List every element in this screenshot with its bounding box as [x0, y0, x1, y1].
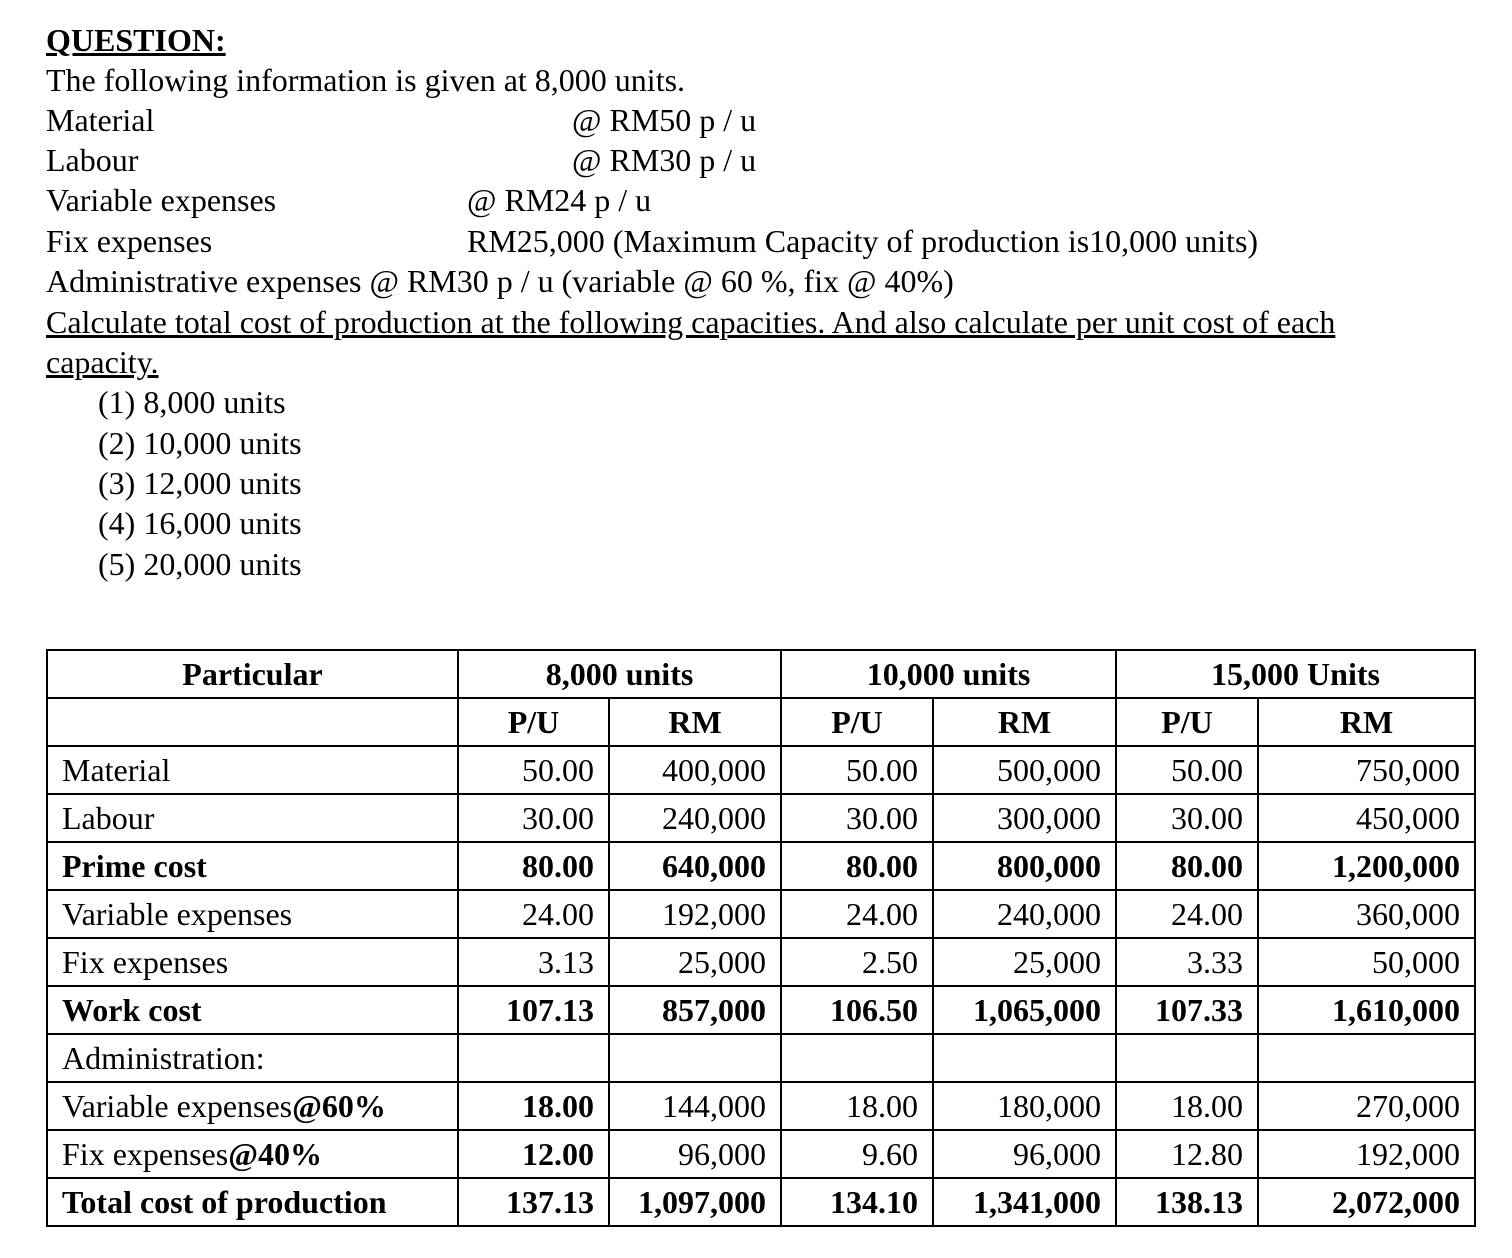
cell-value	[458, 1034, 609, 1082]
cell-value: 96,000	[933, 1130, 1116, 1178]
fix-expenses-value: RM25,000 (Maximum Capacity of production is10,000 units)	[467, 223, 1259, 259]
labour-rate: @ RM30 p / u	[572, 142, 757, 178]
table-row-labour	[47, 794, 1475, 842]
cell-value: 30.00	[458, 794, 609, 842]
cell-value: 1,610,000	[1258, 986, 1475, 1034]
cell-value: 107.13	[458, 986, 609, 1034]
capacity-item: (1) 8,000 units	[98, 384, 286, 420]
table-row-variable-expenses	[47, 890, 1475, 938]
capacity-item: (2) 10,000 units	[98, 425, 302, 461]
group-header-15000: 15,000 Units	[1116, 650, 1475, 698]
cell-value: 24.00	[458, 890, 609, 938]
cell-value	[1116, 1034, 1258, 1082]
row-label-text: Variable expenses	[62, 1087, 293, 1124]
cell-value: 400,000	[609, 746, 781, 794]
cell-value: 18.00	[458, 1082, 609, 1130]
cell-value: 3.13	[458, 938, 609, 986]
group-header-8000: 8,000 units	[458, 650, 781, 698]
cell-value: 192,000	[1258, 1130, 1475, 1178]
cell-value: 137.13	[458, 1178, 609, 1226]
cell-value	[781, 1034, 933, 1082]
row-label	[47, 1082, 458, 1130]
row-label: Variable expenses	[47, 890, 458, 938]
cell-value: 138.13	[1116, 1178, 1258, 1226]
row-label-text: Fix expenses	[62, 1135, 229, 1172]
variable-expenses-rate: @ RM24 p / u	[467, 182, 652, 218]
labour-label: Labour	[46, 142, 139, 178]
subheader-rm: RM	[609, 698, 781, 746]
cell-value: 240,000	[609, 794, 781, 842]
cell-value: 80.00	[1116, 842, 1258, 890]
capacity-item: (4) 16,000 units	[98, 505, 302, 541]
question-instruction: Calculate total cost of production at the following capacities. And also calculate per unit cost of each capacity.	[46, 304, 1336, 380]
table-row-admin-fix	[47, 1130, 1475, 1178]
cell-value: 24.00	[1116, 890, 1258, 938]
cell-value: 24.00	[781, 890, 933, 938]
cell-value: 50.00	[458, 746, 609, 794]
row-label	[47, 1130, 458, 1178]
row-label: Fix expenses	[47, 938, 458, 986]
table-row-prime-cost	[47, 842, 1475, 890]
cell-value: 500,000	[933, 746, 1116, 794]
subheader-pu: P/U	[1116, 698, 1258, 746]
cell-value: 192,000	[609, 890, 781, 938]
subheader-rm: RM	[933, 698, 1116, 746]
row-label-percent: @40%	[228, 1135, 322, 1172]
cell-value: 750,000	[1258, 746, 1475, 794]
cell-value: 80.00	[781, 842, 933, 890]
cell-value: 96,000	[609, 1130, 781, 1178]
subheader-pu: P/U	[458, 698, 609, 746]
subheader-rm: RM	[1258, 698, 1475, 746]
admin-expenses-line: Administrative expenses @ RM30 p / u (variable @ 60 %, fix @ 40%)	[46, 263, 954, 299]
cell-value: 12.00	[458, 1130, 609, 1178]
cell-value: 50.00	[781, 746, 933, 794]
capacity-item: (3) 12,000 units	[98, 465, 302, 501]
table-row-fix-expenses	[47, 938, 1475, 986]
cell-value: 2.50	[781, 938, 933, 986]
cell-value: 1,065,000	[933, 986, 1116, 1034]
table-header-row	[47, 650, 1475, 698]
capacity-item: (5) 20,000 units	[98, 546, 302, 582]
row-label: Administration:	[47, 1034, 458, 1082]
cell-value: 30.00	[781, 794, 933, 842]
cell-value: 360,000	[1258, 890, 1475, 938]
table-row-administration	[47, 1034, 1475, 1082]
material-label: Material	[46, 102, 155, 138]
cell-value: 1,097,000	[609, 1178, 781, 1226]
subheader-empty	[47, 698, 458, 746]
cell-value: 800,000	[933, 842, 1116, 890]
material-rate: @ RM50 p / u	[572, 102, 757, 138]
row-label: Labour	[47, 794, 458, 842]
table-row-admin-variable	[47, 1082, 1475, 1130]
cell-value: 270,000	[1258, 1082, 1475, 1130]
cell-value	[933, 1034, 1116, 1082]
cell-value: 134.10	[781, 1178, 933, 1226]
cell-value: 2,072,000	[1258, 1178, 1475, 1226]
cell-value: 25,000	[609, 938, 781, 986]
table-row-material	[47, 746, 1475, 794]
row-label: Work cost	[47, 986, 458, 1034]
cost-table	[46, 649, 1476, 1227]
cell-value: 107.33	[1116, 986, 1258, 1034]
row-label: Material	[47, 746, 458, 794]
cell-value: 1,341,000	[933, 1178, 1116, 1226]
cell-value: 144,000	[609, 1082, 781, 1130]
cell-value: 18.00	[781, 1082, 933, 1130]
group-header-10000: 10,000 units	[781, 650, 1116, 698]
cell-value: 640,000	[609, 842, 781, 890]
table-row-total-cost	[47, 1178, 1475, 1226]
row-label-percent: @60%	[292, 1087, 386, 1124]
cell-value: 50.00	[1116, 746, 1258, 794]
cell-value: 3.33	[1116, 938, 1258, 986]
cell-value	[1258, 1034, 1475, 1082]
variable-expenses-label: Variable expenses	[46, 182, 277, 218]
particular-header: Particular	[47, 650, 458, 698]
cell-value: 180,000	[933, 1082, 1116, 1130]
cell-value	[609, 1034, 781, 1082]
table-row-work-cost	[47, 986, 1475, 1034]
cell-value: 50,000	[1258, 938, 1475, 986]
cell-value: 857,000	[609, 986, 781, 1034]
cell-value: 25,000	[933, 938, 1116, 986]
cell-value: 30.00	[1116, 794, 1258, 842]
cell-value: 80.00	[458, 842, 609, 890]
cell-value: 9.60	[781, 1130, 933, 1178]
question-intro: The following information is given at 8,000 units.	[46, 62, 686, 98]
question-title: QUESTION:	[46, 22, 226, 58]
cell-value: 1,200,000	[1258, 842, 1475, 890]
fix-expenses-label: Fix expenses	[46, 223, 213, 259]
cell-value: 18.00	[1116, 1082, 1258, 1130]
table-subheader-row	[47, 698, 1475, 746]
cell-value: 12.80	[1116, 1130, 1258, 1178]
cell-value: 240,000	[933, 890, 1116, 938]
row-label: Total cost of production	[47, 1178, 458, 1226]
subheader-pu: P/U	[781, 698, 933, 746]
cell-value: 106.50	[781, 986, 933, 1034]
cell-value: 300,000	[933, 794, 1116, 842]
row-label: Prime cost	[47, 842, 458, 890]
cell-value: 450,000	[1258, 794, 1475, 842]
